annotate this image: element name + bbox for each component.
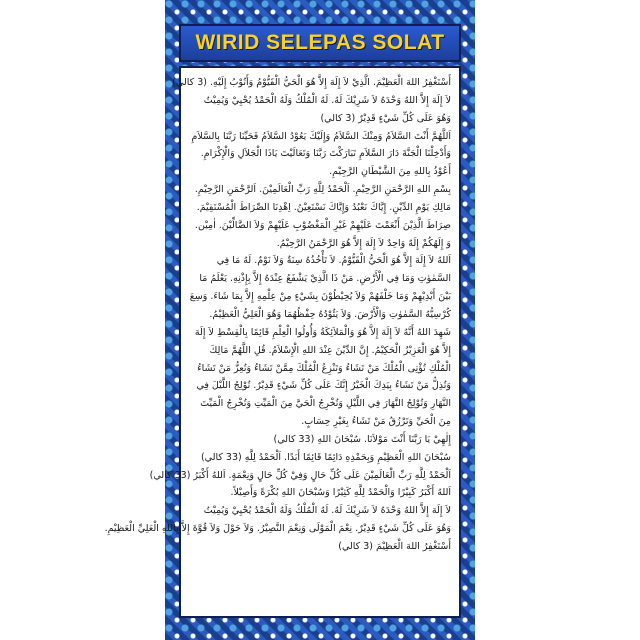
wirid-text-line: شَهِدَ اللهُ أَنَّهُ لاَ إِلَهَ إِلاَّ هُوَ وَالْمَلاَئِكَةُ وَأُولُوا الْعِلْمِ قَائِمًا بِالْقِسْطِ لاَ إِلَهَ xyxy=(194,326,451,338)
wirid-text-line: بَيْنَ أَيْدِيْهِمْ وَمَا خَلْفَهُمْ وَلاَ يُحِيْطُوْنَ بِشَيْءٍ مِنْ عِلْمِهِ إِلاَّ بِمَا شَاءَ. وَسِعَ xyxy=(189,291,451,303)
poster-title: WIRID SELEPAS SOLAT xyxy=(195,31,445,54)
wirid-text-line: السَّمٰوٰتِ وَمَا فِي الْأَرْضِ. مَنْ ذَا الَّذِيْ يَشْفَعُ عِنْدَهُ إِلاَّ بِإِذْنِهِ. يَعْلَمُ مَا xyxy=(199,273,451,285)
wirid-text-line: سُبْحَانَ اللهِ الْعَظِيْمِ وَبِحَمْدِهِ دَائِمًا قَائِمًا أَبَدًا. اَلْحَمْدُ لِلَّهِ (33 كالي) xyxy=(200,451,451,463)
wirid-text-line: كُرْسِيُّهُ السَّمٰوٰتِ وَالْأَرْضَ. وَلاَ يَئُوْدُهُ حِفْظُهُمَا وَهُوَ الْعَلِيُّ الْعَظِيْمُ. xyxy=(209,308,451,320)
wirid-text-line: وَهُوَ عَلَى كُلِّ شَيْءٍ قَدِيْرٌ. نِعْمَ الْمَوْلَى وَنِعْمَ النَّصِيْرُ. وَلاَ حَوْلَ وَلاَ قُوَّةَ إِلاَّ بِاللهِ الْعَلِيِّ الْعَظِيْمِ. xyxy=(104,523,451,535)
wirid-text-line: صِرَاطَ الَّذِيْنَ أَنْعَمْتَ عَلَيْهِمْ غَيْرِ الْمَغْضُوْبِ عَلَيْهِمْ وَلاَ الضَّالِّيْنَ. اٰمِيْن. xyxy=(194,219,451,231)
wirid-text-line: لاَ إِلَهَ إِلاَّ اللهُ وَحْدَهُ لاَ شَرِيْكَ لَهُ. لَهُ الْمُلْكُ وَلَهُ الْحَمْدُ يُحْيِيْ وَيُمِيْتُ xyxy=(203,94,451,106)
wirid-text-panel xyxy=(104,66,461,618)
wirid-text-line: اَللهُ لاَ إِلَهَ إِلاَّ هُوَ الْحَيُّ الْقَيُّوْمُ. لاَ تَأْخُذُهُ سِنَةٌ وَلاَ نَوْمٌ. لَهُ مَا فِي xyxy=(216,255,451,267)
wirid-text-line: اَلْحَمْدُ لِلَّهِ رَبِّ الْعَالَمِيْنَ عَلَى كُلِّ حَالٍ وَفِيْ كُلِّ حَالٍ وَنِعْمَةٍ. اَللهُ أَكْبَرُ (33 كالي) xyxy=(149,469,451,481)
wirid-text-line: بِسْمِ اللهِ الرَّحْمَنِ الرَّحِيْمِ. اَلْحَمْدُ لِلَّهِ رَبِّ الْعَالَمِيْنَ. اَلرَّحْمَنِ الرَّحِيْمِ. xyxy=(194,184,451,196)
wirid-poster xyxy=(104,0,475,640)
wirid-text-line: إِلٰهِيْ يَا رَبَّنَا أَنْتَ مَوْلاَنَا. سُبْحَانَ اللهِ (33 كالي) xyxy=(273,433,451,445)
wirid-text-line: إِلاَّ هُوَ الْعَزِيْزُ الْحَكِيْمُ. إِنَّ الدِّيْنَ عِنْدَ اللهِ الْإِسْلاَمُ. قُلِ اللَّهُمَّ مَالِكَ xyxy=(209,344,451,356)
title-banner xyxy=(179,24,461,62)
wirid-text-line: مَالِكِ يَوْمِ الدِّيْنِ. إِيَّاكَ نَعْبُدُ وَإِيَّاكَ نَسْتَعِيْنُ. اِهْدِنَا الصِّرَاطَ الْمُسْتَقِيْمَ. xyxy=(196,201,451,213)
wirid-text-line: وَأَدْخِلْنَا الْجَنَّةَ دَارَ السَّلاَمِ تَبَارَكْتَ رَبَّنَا وَتَعَالَيْتَ يَاذَا الْجَلاَلِ وَالْإِكْرَامِ. xyxy=(200,148,451,160)
wirid-text-line: أَسْتَغْفِرُ اللهَ الْعَظِيْمَ. الَّذِيْ لاَ إِلَهَ إِلاَّ هُوَ الْحَيُّ الْقَيُّوْمُ وَأَتُوْبُ إِلَيْهِ. (3 كالي) xyxy=(172,77,451,88)
wirid-text-line: أَعُوْذُ بِاللهِ مِنَ الشَّيْطَانِ الرَّجِيْمِ. xyxy=(329,166,451,178)
wirid-text-line: لاَ إِلَهَ إِلاَّ اللهُ وَحْدَهُ لاَ شَرِيْكَ لَهُ. لَهُ الْمُلْكُ وَلَهُ الْحَمْدُ يُحْيِيْ وَيُمِيْتُ xyxy=(203,505,451,517)
wirid-text-line: وَهُوَ عَلَى كُلِّ شَيْءٍ قَدِيْرٌ (3 كالي) xyxy=(320,112,451,124)
wirid-text-line: الْمُلْكِ تُؤْتِى الْمُلْكَ مَنْ تَشَاءُ وَتَنْزِعُ الْمُلْكَ مِمَّنْ تَشَاءُ وَتُعِزُّ مَنْ تَشَاءُ xyxy=(197,362,451,374)
wirid-text-line: وَ إِلَهُكُمْ إِلَهٌ وَاحِدٌ لاَ إِلَهَ إِلاَّ هُوَ الرَّحْمَنُ الرَّحِيْمُ. xyxy=(276,237,451,249)
wirid-text-line: أَسْتَغْفِرُ اللهَ الْعَظِيْمَ (3 كالي) xyxy=(338,540,451,552)
wirid-text-line: اَللَّهُمَّ أَنْتَ السَّلاَمُ وَمِنْكَ السَّلاَمُ وَإِلَيْكَ يَعُوْدُ السَّلاَمُ فَحَيِّنَا رَبَّنَا بِالسَّلاَمِ xyxy=(191,130,451,142)
wirid-text-line: مِنَ الْحَيِّ وَتَرْزُقُ مَنْ تَشَاءُ بِغَيْرِ حِسَابٍ. xyxy=(301,416,451,428)
wirid-text-line: وَتُذِلُّ مَنْ تَشَاءُ بِيَدِكَ الْخَيْرُ إِنَّكَ عَلَى كُلِّ شَيْءٍ قَدِيْرٌ. تُوْلِجُ اللَّيْلَ فِي xyxy=(196,380,451,392)
wirid-text-line: اَللهُ أَكْبَرُ كَبِيْرًا وَالْحَمْدُ لِلَّهِ كَثِيْرًا وَسُبْحَانَ اللهِ بُكْرَةً وَأَصِيْلاً. xyxy=(230,487,451,499)
wirid-text-line: النَّهَارِ وَتُوْلِجُ النَّهَارَ فِي اللَّيْلِ وَتُخْرِجُ الْحَيَّ مِنَ الْمَيِّتِ وَتُخْرِجُ الْمَيِّتَ xyxy=(200,398,451,410)
